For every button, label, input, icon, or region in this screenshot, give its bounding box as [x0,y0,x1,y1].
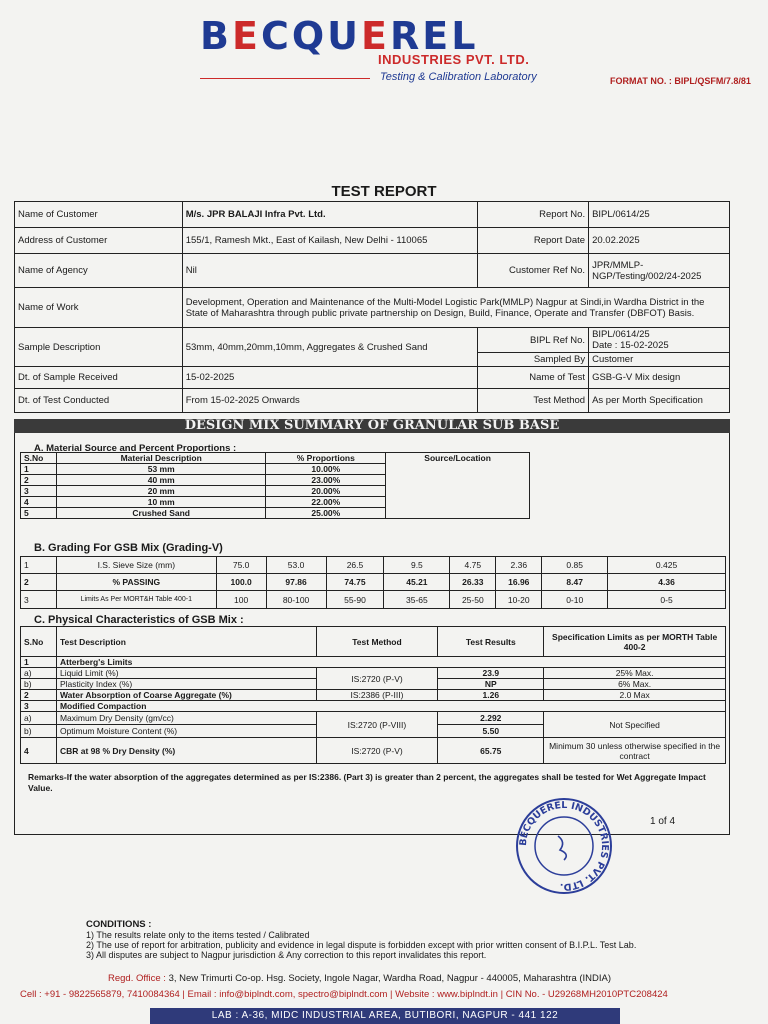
list-item: 2) The use of report for arbitration, publicity and evidence in legal dispute is forbidden except with prior written consent of B.I.P.L. Test Lab. [86,940,637,950]
test-method-value: As per Morth Specification [589,389,730,413]
report-title: TEST REPORT [331,183,437,200]
table-row: a) Liquid Limit (%) IS:2720 (P-V) 23.9 25% Max. [21,668,726,679]
col-source: Source/Location [386,453,530,519]
svg-text:BECQUEREL INDUSTRIES PVT. LTD.: BECQUEREL INDUSTRIES PVT. LTD. [517,799,611,893]
company-seal [514,796,614,896]
table-row: 1 I.S. Sieve Size (mm) 75.0 53.0 26.5 9.5 4.75 2.36 0.85 0.425 [21,557,726,574]
col-spec-limits: Specification Limits as per MORTH Table 400-2 [544,627,726,657]
customer-ref-label: Customer Ref No. [478,254,589,288]
bipl-ref-value: BIPL/0614/25 Date : 15-02-2025 [589,328,730,353]
test-name-label: Name of Test [478,367,589,389]
report-no-value: BIPL/0614/25 [589,202,730,228]
received-value: 15-02-2025 [182,367,478,389]
table-row: 3 Modified Compaction [21,701,726,712]
contact-line: Cell : +91 - 9822565879, 7410084364 | Email : info@biplndt.com, spectro@biplndt.com | Website : www.biplndt.in | CIN No. - U29268MH2010PTC208424 [20,989,668,1000]
agency-value: Nil [182,254,478,288]
section-a-heading: A. Material Source and Percent Proportions : [34,443,237,454]
test-name-value: GSB-G-V Mix design [589,367,730,389]
header-rule [200,78,370,79]
report-no-label: Report No. [478,202,589,228]
table-row: 2 Water Absorption of Coarse Aggregate (%) IS:2386 (P-III) 1.26 2.0 Max [21,690,726,701]
col-sno: S.No [21,453,57,464]
table-row: 2 40 mm 23.00% [21,475,530,486]
test-method-label: Test Method [478,389,589,413]
col-test-results: Test Results [438,627,544,657]
sampled-by-value: Customer [589,353,730,367]
material-table [20,452,530,519]
conditions-list [86,930,636,960]
conducted-value: From 15-02-2025 Onwards [182,389,478,413]
registered-office: Regd. Office : 3, New Trimurti Co-op. Hsg. Society, Ingole Nagar, Wardha Road, Nagpur - 440005, Maharashtra (INDIA) [108,973,612,984]
work-label: Name of Work [15,288,183,328]
table-row: 5 Crushed Sand 25.00% [21,508,530,519]
tagline: Testing & Calibration Laboratory [380,71,537,83]
table-row: 3 Limits As Per MORT&H Table 400-1 100 80-100 55-90 35-65 25-50 10-20 0-10 0-5 [21,591,726,609]
conducted-label: Dt. of Test Conducted [15,389,183,413]
company-name: INDUSTRIES PVT. LTD. [378,52,530,67]
col-sno: S.No [21,627,57,657]
table-row: b) Plasticity Index (%) NP 6% Max. [21,679,726,690]
table-row: 1 53 mm 10.00% [21,464,530,475]
sample-value: 53mm, 40mm,20mm,10mm, Aggregates & Crushed Sand [182,328,478,367]
col-test-method: Test Method [316,627,438,657]
list-item: 3) All disputes are subject to Nagpur jurisdiction & Any correction to this report invalidates this report. [86,950,487,960]
bipl-ref-label: BIPL Ref No. [478,328,589,353]
company-logo: BECQUEREL [200,14,479,58]
table-row: 4 10 mm 22.00% [21,497,530,508]
customer-ref-value: JPR/MMLP-NGP/Testing/002/24-2025 [589,254,730,288]
table-row: 3 20 mm 20.00% [21,486,530,497]
conditions-heading: CONDITIONS : [86,919,152,930]
col-proportion: % Proportions [266,453,386,464]
physical-table [20,626,726,764]
table-row: a) Maximum Dry Density (gm/cc) IS:2720 (P-VIII) 2.292 Not Specified [21,712,726,725]
grading-table [20,556,726,609]
customer-value: M/s. JPR BALAJI Infra Pvt. Ltd. [182,202,478,228]
lab-address: LAB : A-36, MIDC INDUSTRIAL AREA, BUTIBORI, NAGPUR - 441 122 [150,1008,620,1024]
section-b-heading: B. Grading For GSB Mix (Grading-V) [34,542,223,554]
section-c-heading: C. Physical Characteristics of GSB Mix : [34,614,244,626]
customer-info-table [14,201,730,413]
address-value: 155/1, Ramesh Mkt., East of Kailash, New Delhi - 110065 [182,228,478,254]
work-value: Development, Operation and Maintenance of the Multi-Model Logistic Park(MMLP) Nagpur at Sindi,in Wardha District in the State of Maharashtra through public private partnership on Design, Build, Finance, Operate and Transfer (DBFOT) Basis. [182,288,729,328]
received-label: Dt. of Sample Received [15,367,183,389]
table-row: 4 CBR at 98 % Dry Density (%) IS:2720 (P-V) 65.75 Minimum 30 unless otherwise specified in the contract [21,738,726,764]
sampled-by-label: Sampled By [478,353,589,367]
report-date-value: 20.02.2025 [589,228,730,254]
report-date-label: Report Date [478,228,589,254]
list-item: 1) The results relate only to the items tested / Calibrated [86,930,310,940]
table-row: 2 % PASSING 100.0 97.86 74.75 45.21 26.33 16.96 8.47 4.36 [21,574,726,591]
page-number: 1 of 4 [650,816,676,827]
format-number: FORMAT NO. : BIPL/QSFM/7.8/81 [610,76,751,86]
table-row: 1 Atterberg's Limits [21,657,726,668]
col-test-description: Test Description [56,627,316,657]
remarks: Remarks-If the water absorption of the aggregates determined as per IS:2386. (Part 3) is greater than 2 percent, the aggregates shall be tested for Wet Aggregate Impact Value. [28,772,706,793]
agency-label: Name of Agency [15,254,183,288]
table-row: b) Optimum Moisture Content (%) 5.50 [21,725,726,738]
address-label: Address of Customer [15,228,183,254]
customer-label: Name of Customer [15,202,183,228]
col-material: Material Description [56,453,265,464]
design-mix-banner: DESIGN MIX SUMMARY OF GRANULAR SUB BASE [14,419,730,433]
sample-label: Sample Description [15,328,183,367]
